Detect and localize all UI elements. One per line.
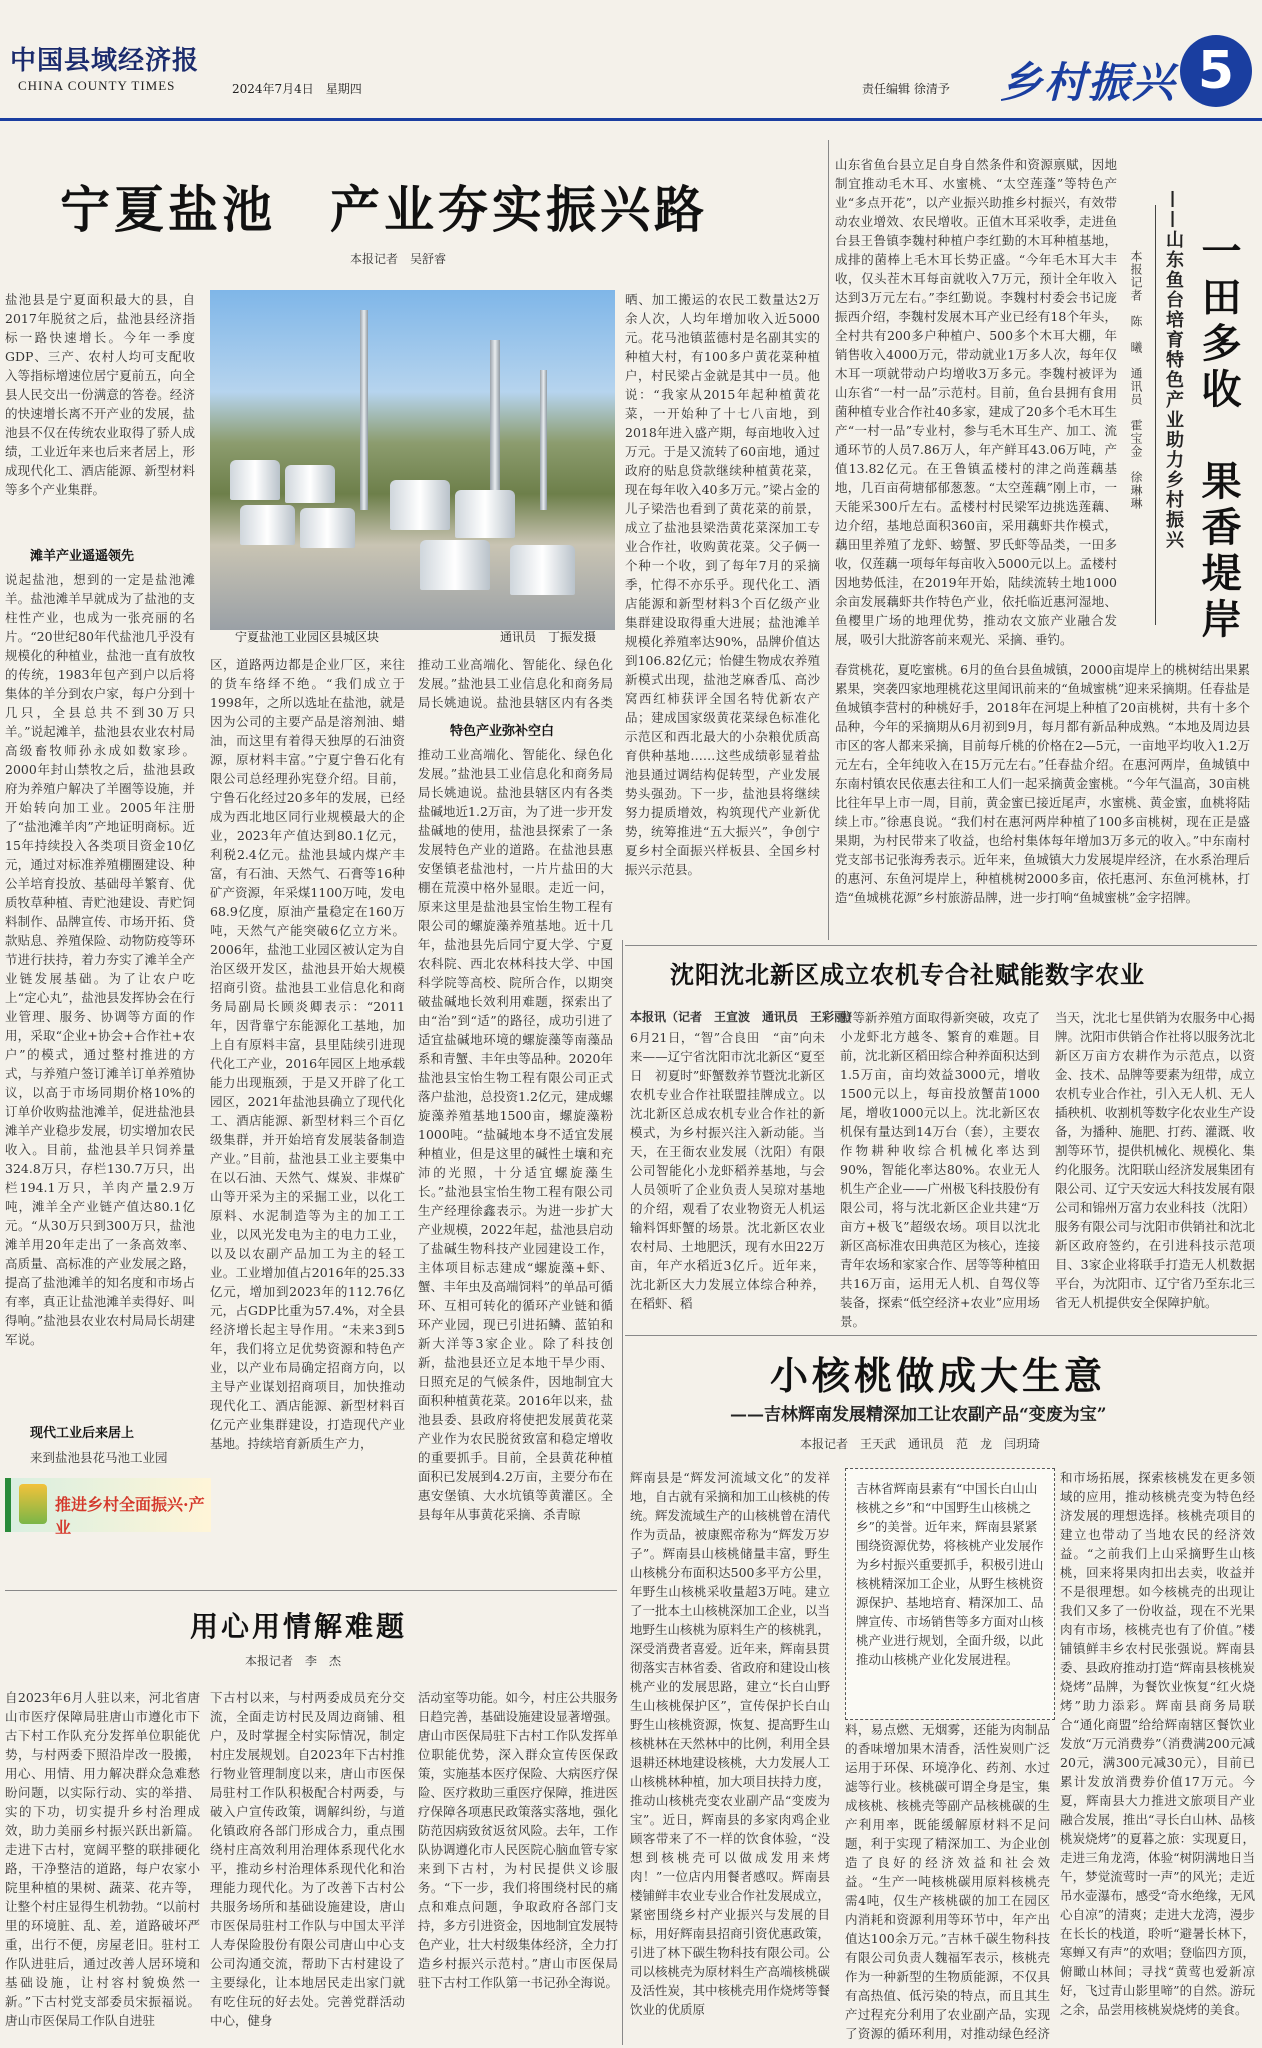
masthead-english: CHINA COUNTY TIMES (18, 78, 176, 93)
header-rule (0, 118, 1262, 121)
article4-byline: 本报记者 王天武 通讯员 范 龙 闫玥琦 (800, 1437, 1041, 1451)
article1-industry-lead: 来到盐池县花马池工业园 (30, 1448, 195, 1468)
banner-label: 推进乡村全面振兴·产业 (55, 1495, 205, 1537)
column-divider (622, 940, 623, 2045)
article5-col-1: 自2023年6月人驻以来，河北省唐山市医疗保障局驻唐山市遵化市下古下村工作队充分发挥单位职能优势，与村两委下照沿岸改一股搬，用心、用情、用力解决群众急难愁盼问题，以实际行动、实的举措、实的下功，切实提升乡村治理成效，助力美丽乡村振兴跃出新篇。走进下古村，宽阔平整的联排硬化路，干净整洁的道路，每户农家小院里种植的果树、蔬菜、花卉等，让整个村庄显得生机勃勃。“以前村里的环境脏、乱、差，道路破坏严重，出行不便，房屋老旧。驻村工作队进驻后，通过改善人居环境和基础设施，让村容村貌焕然一新。”下古村党支部委员宋振福说。唐山市医保局工作队自进驻 (5, 1690, 200, 2028)
article3-col-3: 当天，沈北七星供销为农服务中心揭牌。沈阳市供销合作社将以服务沈北新区万亩方农耕作为示范点，以资金、技术、品牌等要素为纽带，成立农机专业合作社，引入无人机、无人插秧机、收割机等数字化农业生产设备，为播种、施肥、打药、灌溉、收割等环节，提供机械化、规模化、集约化服务。沈阳联山经济发展集团有限公司、辽宁天安远大科技发展有限公司和锦州万富力农业科技（沈阳）服务有限公司与沈阳市供销社和沈北新区政府签约，在引进科技示范项目、3家企业将联手打造无人机数据平台，为沈阳市、辽宁省乃至东北三省无人机提供安全保障护航。 (1055, 1010, 1255, 1310)
article5-byline: 本报记者 李 杰 (245, 1654, 342, 1668)
article1-byline: 本报记者 吴舒睿 (350, 252, 447, 266)
article2-title-rule (1155, 205, 1156, 625)
article3-col-1: 6月21日，“智”合良田 “亩”向未来——辽宁省沈阳市沈北新区“夏至日 初夏时”虾蟹数养节暨沈北新区农机专业合作社联盟挂牌成立。以沈北新区总成农机专业合作社的新模式，为乡村振兴注入新动能。当天，在王衙农业发展（沈阳）有限公司智能化小龙虾稻养基地，与会人员领听了企业负责人吴琼对基地的介绍，观看了农业物资无人机运输料饵虾蟹的场景。沈北新区农业农村局、土地肥沃，现有水田22万亩，年产水稻近3亿斤。近年来，沈北新区大力发展立体综合种养，在稻虾、稻 (630, 1030, 825, 1311)
article2-col-b: 春赏桃花，夏吃蜜桃。6月的鱼台县鱼城镇，2000亩堤岸上的桃树结出果累累果，突袭四家地理桃花这里闻讯前来的“鱼城蜜桃”迎来采摘期。任春盐是鱼城镇李营村的种桃好手，2018年在河堤上种植了20亩桃树，共有十多个品种，今年的采摘期从6月初到9月，每月都有新品种成熟。“本地及周边县市区的客人都来采摘，目前每斤桃的价格在2—5元，一亩地平均收入1.2万元左右，全年纯收入在15万元左右。”任春盐介绍。在惠河两岸，鱼城镇中东南村镇农民依惠去往和工人们一起采摘黄金蜜桃。“今年气温高，30亩桃比往年早上市一周，目前，黄金蜜已接近尾声，水蜜桃、黄金蜜，血桃将陆续上市。”徐惠良说。“我们村在惠河两岸种植了100多亩桃树，现在正是盛果期，为村民带来了收益，也给村集体每年增加3万多元的收入。”中东南村党支部书记张海秀表示。近年来，鱼城镇大力发展堤岸经济，在水系治理后的惠河、东鱼河堤岸上，种植桃树2000多亩，依托惠河、东鱼河桃林，打造“鱼城桃花源”乡村旅游品牌，进一步打响“鱼城蜜桃”金字招牌。 (835, 662, 1250, 905)
article4-col-3: 和市场拓展，探索核桃发在更多领域的应用，推动核桃壳变为特色经济发展的理想选择。核桃壳项目的建立也带动了当地农民的经济效益。“之前我们上山采摘野生山核桃，回来将果肉扣出去卖，收益并不是很理想。如今核桃壳的出现让我们又多了一份收益，现在不光果肉有市场，核桃壳也有了价值。”楼铺镇鲜丰乡农村民张强说。辉南县委、县政府推动打造“辉南县核桃炭烧烤”品牌，为餐饮业恢复“红火烧烤”助力添彩。辉南县商务局联合“通化商盟”给给辉南辖区餐饮业发放“万元消费券”（消费满200元减20元，满300元减30元），目前已累计发放消费券价值17万元。今夏，辉南县大力推进文旅项目产业融合发展，推出“寻长白山林、品核桃炭烧烤”的夏暮之旅：实现夏日，走进三角龙湾，体验“树阴满地日当午，梦觉流莺时一声”的风光；走近吊水壶瀑布，感受“奇水绝缘，无风心自凉”的清爽；走进大龙湾，漫步在长长的栈道，聆听“避暑长林下，寒蝉又有声”的欢唱；登临四方顶，俯瞰山林间；寻找“黄莺也爱新凉好，飞过青山影里啼”的自然。游玩之余，品尝用核桃炭烧烤的美食。 (1060, 1470, 1255, 2017)
article4-col-1: 辉南县是“辉发河流域文化”的发祥地，自古就有采摘和加工山核桃的传统。辉发流域生产的山核桃曾在清代作为贡品，被康熙帝称为“辉发万岁子”。辉南县山核桃储量丰富，野生山核桃分布面积达500多平方公里，年野生山核桃采收量超3万吨。建立了一批本土山核桃深加工企业，以当地野生山核桃为原料生产的核桃乳，深受消费者喜爱。近年来，辉南县贯彻落实吉林省委、省政府和建设山核桃产业的发展思路，建立“长白山野生山核桃保护区”，宣传保护长白山野生山核桃资源，恢复、提高野生山核桃林在天然林中的比例，利用全县退耕还林地建设核桃，大力发展人工山核桃林种植，加大项目扶持力度，推动山核桃壳变农业副产品“变废为宝”。近日，辉南县的多家肉鸡企业顾客带来了不一样的饮食体验，“没想到核桃壳可以做成发用来烤肉！”一位店内用餐者感叹。辉南县楼铺鲜丰农业专业合作社发展成立，紧密围绕乡村产业振兴与发展的目标，用好辉南县招商引资优惠政策，引进了林下碳生物科技有限公司。公司以核桃壳为原材料生产高端核桃碳及活性炭，其中核桃壳用作烧烤等餐饮业的优质原 (630, 1470, 830, 2017)
article5-title: 用心用情解难题 (190, 1610, 408, 1643)
article4-summary-box: 吉林省辉南县素有“中国长白山山核桃之乡”和“中国野生山核桃之乡”的美誉。近年来，辉南县紧紧围绕资源优势，将核桃产业发展作为乡村振兴重要抓手，积极引进山核桃精深加工企业，从野生核桃资源保护、基地培育、精深加工、品牌宣传、市场销售等多方面对山核桃产业进行规划，全面升级，以此推动山核桃产业化发展进程。 (845, 1468, 1055, 1720)
article1-conclusion-text: 晒、加工搬运的农民工数量达2万余人次，人均年增加收入近5000元。花马池镇蓝德村是名副其实的种植大村，有100多户黄花菜种植户，村民梁占金就是其中一员。他说：“我家从2015年起种植黄花菜，一开始种了十七八亩地，到2018年进入盛产期，每亩地收入过万元。于是又流转了60亩地，通过政府的贴息贷款继续种植黄花菜，现在每年收入40多万元。”梁占金的儿子梁浩也看到了黄花菜的前景，成立了盐池县梁浩黄花菜深加工专业合作社，收购黄花菜。父子俩一个种一个收，到了每年7月的采摘季，忙得不亦乐乎。现代化工、酒店能源和新型材料3个百亿级产业集群建设取得重大进展；盐池滩羊规模化养殖率达90%，品牌价值达到106.82亿元；怡健生物成农养殖新模式出现，盐池芝麻香瓜、高沙窝西红柿获评全国名特优新农产品；建成国家级黄花菜绿色标准化示范区和西北最大的小杂粮优质高育供种基地……这些成绩彰显着盐池县通过调结构促转型，产业发展势头强劲。下一步，盐池县将继续努力提质增效，构筑现代产业新优势，统筹推进“五大振兴”，争创宁夏乡村全面振兴样板县、全国乡村振兴示范县。 (625, 292, 820, 877)
article1-special-text: 推动工业高端化、智能化、绿色化发展。”盐池县工业信息化和商务局局长姚迪说。盐池县辖区内有各类盐碱地近1.2万亩，为了进一步开发盐碱地的使用，盐池县探索了一条发展特色产业的道路。在盐池县惠安堡镇老盐池村，一片片盐田的大棚在荒漠中格外显眼。走近一问，原来这里是盐池县宝怡生物工程有限公司的螺旋藻养殖基地。近十几年，盐池县先后同宁夏大学、宁夏农科院、西北农林科技大学、中国科学院等高校、院所合作，以期突破盐碱地长效利用难题，探索出了由“治”到“适”的路径，成功引进了适宜盐碱地环境的螺旋藻等南藻品系和青蟹、丰年虫等品种。2020年盐池县宝怡生物工程有限公司正式落户盐池，总投资1.2亿元，建成螺旋藻养殖基地1500亩，螺旋藻粉1000吨。“盐碱地本身不适宜发展种植业，但是这里的碱性土壤和充沛的光照，十分适宜螺旋藻生长。”盐池县宝怡生物工程有限公司生产经理徐鑫表示。为进一步扩大产业规模，2022年起，盐池县启动了盐碱生物科技产业园建设工作，主体项目标志建成“螺旋藻+虾、蟹、丰年虫及高端饲料”的单品可循环、互相可转化的循环产业链和循环产业园，现已引进拓鳞、蓝铂和新大洋等3家企业。除了科技创新，盐池县还立足本地干旱少雨、日照充足的气候条件，因地制宜大面积种植黄花菜。2016年以来，盐池县委、县政府将使把发展黄花菜产业作为农民脱贫致富和稳定增收的重要抓手。目前，全县黄花种植面积已发展到4.2万亩，主要分布在惠安堡镇、大水坑镇等黄灌区。全县每年从事黄花采摘、杀青晾 (418, 747, 613, 1522)
article1-intro: 盐池县是宁夏面积最大的县，自2017年脱贫之后，盐池县经济指标一路快速增长。今年一季度GDP、三产、农村人均可支配收入等指标增速位居宁夏前五，向全县人民交出一份满意的答卷。经济的快速增长离不开产业的发展，盐池县不仅在传统农业取得了骄人成绩，工业近年来也后来者居上，形成现代化工、酒店能源、新型材料等多个产业集群。 (5, 292, 195, 497)
section-divider (625, 945, 1257, 946)
article1-subhead-sheep: 滩羊产业遥遥领先 (30, 549, 135, 564)
article1-subhead-special: 特色产业弥补空白 (450, 724, 555, 739)
rural-revitalization-banner (5, 1478, 211, 1537)
article3-byline: 本报讯（记者 王宣波 通讯员 王彩丽） (630, 1010, 859, 1024)
section-divider (625, 1335, 1257, 1336)
article4-subtitle: ——吉林辉南发展精深加工让农副产品“变废为宝” (730, 1405, 1107, 1425)
article1-sheep-text: 说起盐池，想到的一定是盐池滩羊。盐池滩羊早就成为了盐池的支柱性产业，也成为一张亮丽的名片。“20世纪80年代盐池几乎没有规模化的种植业，盐池一直有放牧的传统，1983年包产到户以后将集体的羊分到农户家，每户分到十几只，全县总共不到30万只羊。”说起滩羊，盐池县农业农村局高级畜牧师孙永成如数家珍。2000年封山禁牧之后，盐池县政府为养殖户解决了羊圈等设施，并开始转向加工业。2005年注册了“盐池滩羊肉”产地证明商标。近15年持续投入各类项目资金10亿元，通过对标准养殖棚圈建设、种公羊培育投放、基础母羊繁育、优质牧草种植、青贮池建设、青贮饲料制作、品牌宣传、市场开拓、贷款贴息、养殖保险、动物防疫等环节进行扶持，着力夯实了滩羊全产业链发展基础。为了让农户吃上“定心丸”，盐池县发挥协会在行业管理、服务、协调等方面的作用，采取“企业+协会+合作社+农户”的模式，通过整村推进的方式，与养殖户签订滩羊订单养殖协议，以高于市场同期价格10%的订单价收购盐池滩羊，促进盐池县滩羊产业稳步发展，切实增加农民收入。目前，盐池县羊只饲养量324.8万只，存栏130.7万只，出栏194.1万只，羊肉产量2.9万吨，滩羊全产业链产值达80.1亿元。“从30万只到300万只，盐池滩羊用20年走出了一条高效率、高质量、高标准的产业发展之路，提高了盐池滩羊的知名度和市场占有率，真正让盐池滩羊卖得好、叫得响。”盐池县农业农村局局长胡建军说。 (5, 572, 195, 1347)
photo-caption: 宁夏盐池工业园区县城区块 (235, 630, 380, 644)
article5-col-3: 活动室等功能。如今，村庄公共服务日趋完善，基础设施建设显著增强。唐山市医保局驻下古村工作队发挥单位职能优势，深入群众宣传医保政策，实施基本医疗保险、大病医疗保险、医疗救助三重医疗保障，推进医疗保障各项惠民政策落实落地，强化防范因病致贫返贫风险。去年，工作队协调遵化市人民医院心脑血管专家来到下古村，为村民提供义诊服务。“下一步，我们将围绕村民的痛点和难点问题，争取政府各部门支持，多方引进资金，因地制宜发展特色产业，壮大村级集体经济，全力打造乡村振兴示范村。”唐山市医保局驻下古村工作队第一书记孙全海说。 (418, 1690, 618, 1990)
masthead-logo: 中国县域经济报 (10, 46, 200, 76)
article5-col-2: 下古村以来，与村两委成员充分交流，全面走访村民及周边商铺、租户，及时掌握全村实际情况，制定村庄发展规划。自2023年下古村推行物业管理制度以来，唐山市医保局驻村工作队积极配合村两委，与破入户宣传政策，调解纠纷，与道化镇政府各部门形成合力，重点围绕村庄高效利用治理体系现代化水平，推动乡村治理体系现代化和治理能力现代化。为了改善下古村公共服务场所和基础设施建设，唐山市医保局驻村工作队与中国太平洋人寿保险股份有限公司唐山中心支公司沟通交流，帮助下古村建设了主要绿化，让本地居民走出家门就有吃住玩的好去处。完善党群活动中心，健身 (210, 1690, 405, 2028)
wheat-icon (19, 1484, 47, 1524)
responsible-editor: 责任编辑 徐清予 (862, 82, 950, 96)
industrial-park-photo (210, 290, 615, 630)
article3-title: 沈阳沈北新区成立农机专合社赋能数字农业 (670, 960, 1145, 989)
article2-title: 一田多收 果香堤岸 (1195, 230, 1242, 644)
article2-byline: 本报记者 陈 曦 通讯员 霍宝金 徐琳琳 (1129, 250, 1143, 510)
issue-date: 2024年7月4日 星期四 (232, 82, 362, 96)
photo-credit: 通讯员 丁振发摄 (500, 630, 597, 644)
article1-subhead-industry: 现代工业后来居上 (30, 1418, 190, 1445)
article1-special-lead: 推动工业高端化、智能化、绿色化发展。”盐池县工业信息化和商务局局长姚迪说。盐池县辖区内有各类 (418, 657, 613, 710)
article2-col-a: 山东省鱼台县立足自身自然条件和资源禀赋，因地制宜推动毛木耳、水蜜桃、“太空莲蓬”等特色产业“多点开花”，以产业振兴助推乡村振兴，有效带动农业增效、农民增收。正值木耳采收季，走进鱼台县王鲁镇李魏村种植户李红勤的木耳种植基地，成排的菌棒上毛木耳长势正盛。“今年毛木耳大丰收，仅头茬木耳每亩就收入7万元，预计全年收入达到3万元左右。”李红勤说。李魏村村委会书记庞振西介绍，李魏村发展木耳产业已经有18个年头，全村共有200多户种植户、500多个木耳大棚，年销售收入4000万元，带动就业1万多人次，每年仅木耳一项就带动户均增收3万多元。李魏村被评为山东省“一村一品”示范村。目前，鱼台县拥有食用菌种植专业合作社40多家，建成了20多个毛木耳生产“一村一品”专业村，参与毛木耳生产、加工、流通环节的人员7.86万人，年产鲜耳43.06万吨，产值13.82亿元。在王鲁镇孟楼村的津之尚莲藕基地，几百亩荷塘郁郁葱葱。“太空莲藕”刚上市，一天能采300斤左右。孟楼村村民梁军边挑选莲藕、边介绍，基地总面积360亩，采用藕虾共作模式，藕田里养殖了龙虾、螃蟹、罗氏虾等品类，一田多收，仅莲藕一项每年每亩收入5000元以上。孟楼村因地势低洼，在2019年开始，陆续流转土地1000余亩发展藕虾共作特色产业，依托临近惠河湿地、鱼樱里广场的地理优势，推动农文旅产业融合发展，吸引大批游客前来观光、采摘、垂钓。 (835, 157, 1117, 647)
article1-industry-text: 区，道路两边都是企业厂区，来往的货车络绎不绝。“我们成立于1998年，之所以选址在盐池，就是因为公司的主要产品是溶剂油、蜡油，而这里有着得天独厚的石油资源，原材料丰富。”宁夏宁鲁石化有限公司总经理孙宪登介绍。目前，宁鲁石化经过20多年的发展，已经成为西北地区同行业规模最大的企业，2023年产值达到80.1亿元，利税2.4亿元。盐池县域内煤产丰富，有石油、天然气、石膏等16种矿产资源，年采煤1100万吨，发电68.9亿度，原油产量稳定在160万吨，天然气产能突破6亿立方米。2006年，盐池工业园区被认定为自治区级开发区，盐池县开始大规模招商引资。盐池县工业信息化和商务局副局长顾炎卿表示：“2011年，因背靠宁东能源化工基地，加上自有原料丰富，县里陆续引进现代化工产业，2016年园区上地承载能力出现瓶颈，于是又开辟了化工园区，2021年盐池县确立了现代化工、酒店能源、新型材料三个百亿级集群，并开始培育发展装备制造产业。”目前，盐池县工业主要集中在以石油、天然气、煤炭、非煤矿山等开采为主的采掘工业，以化工原料、水泥制造等为主的加工工业，以风光发电为主的电力工业，以及以农副产品加工为主的轻工业。工业增加值占2016年的25.33亿元，增加到2023年的112.76亿元，占GDP比重为57.4%，对全县经济增长起主导作用。“未来3到5年，我们将立足优势资源和特色产业，以产业布局确定招商方向，以主导产业谋划招商项目，加快推动现代化工、酒店能源、新型材料百亿元产业集群建设，打造现代产业基地。持续培育新质生产力， (210, 657, 405, 1451)
article1-title: 宁夏盐池 产业夯实振兴路 (60, 180, 708, 239)
section-title: 乡村振兴 (1000, 58, 1177, 107)
section-divider (5, 1590, 617, 1591)
column-divider (828, 140, 829, 940)
article4-title: 小核桃做成大生意 (770, 1353, 1107, 1398)
article3-col-2: 蟹等新养殖方面取得新突破，攻克了小龙虾北方越冬、繁育的难题。目前，沈北新区稻田综合种养面积达到1.5万亩，亩均效益3000元，增收1500元以上，每亩投放蟹苗1000尾，增收1000元以上。沈北新区农机保有量达到14万台（套），主要农作物耕种收综合机械化率达到90%，智能化率达80%。农业无人机生产企业——广州极飞科技股份有限公司，将与沈北新区企业共建“万亩方+极飞”超级农场。项目以沈北新区高标准农田典范区为核心，连接青年农场和家家合作、居等等种植田共16万亩，运用无人机、自驾仪等装备，探索“低空经济+农业”应用场景。 (840, 1010, 1040, 1328)
article2-subtitle: ——山东鱼台培育特色产业助力乡村振兴 (1163, 190, 1184, 550)
article4-col-2: 料，易点燃、无烟雾，还能为肉制品的香味增加果木清香，活性炭则广泛运用于环保、环境净化、药剂、水过滤等行业。核桃碳可谓全身是宝，集成核桃、核桃壳等副产品核桃碳的生产利用率，既能缓解原材料不足问题，利于实现了精深加工、为企业创造了良好的经济效益和社会效益。“生产一吨核桃碳用原料核桃壳需4吨，仅生产核桃碳的加工在园区内消耗和资源利用等环节中，年产出值达100余万元。”吉林千碳生物科技有限公司负责人魏福军表示，核桃壳作为一种新型的生物质能源，不仅具有高热值、低污染的特点，而且其生产过程充分利用了农业副产品，实现了资源的循环利用，对推动绿色经济 (845, 1722, 1050, 2041)
page-number-badge: 5 (1180, 35, 1252, 107)
